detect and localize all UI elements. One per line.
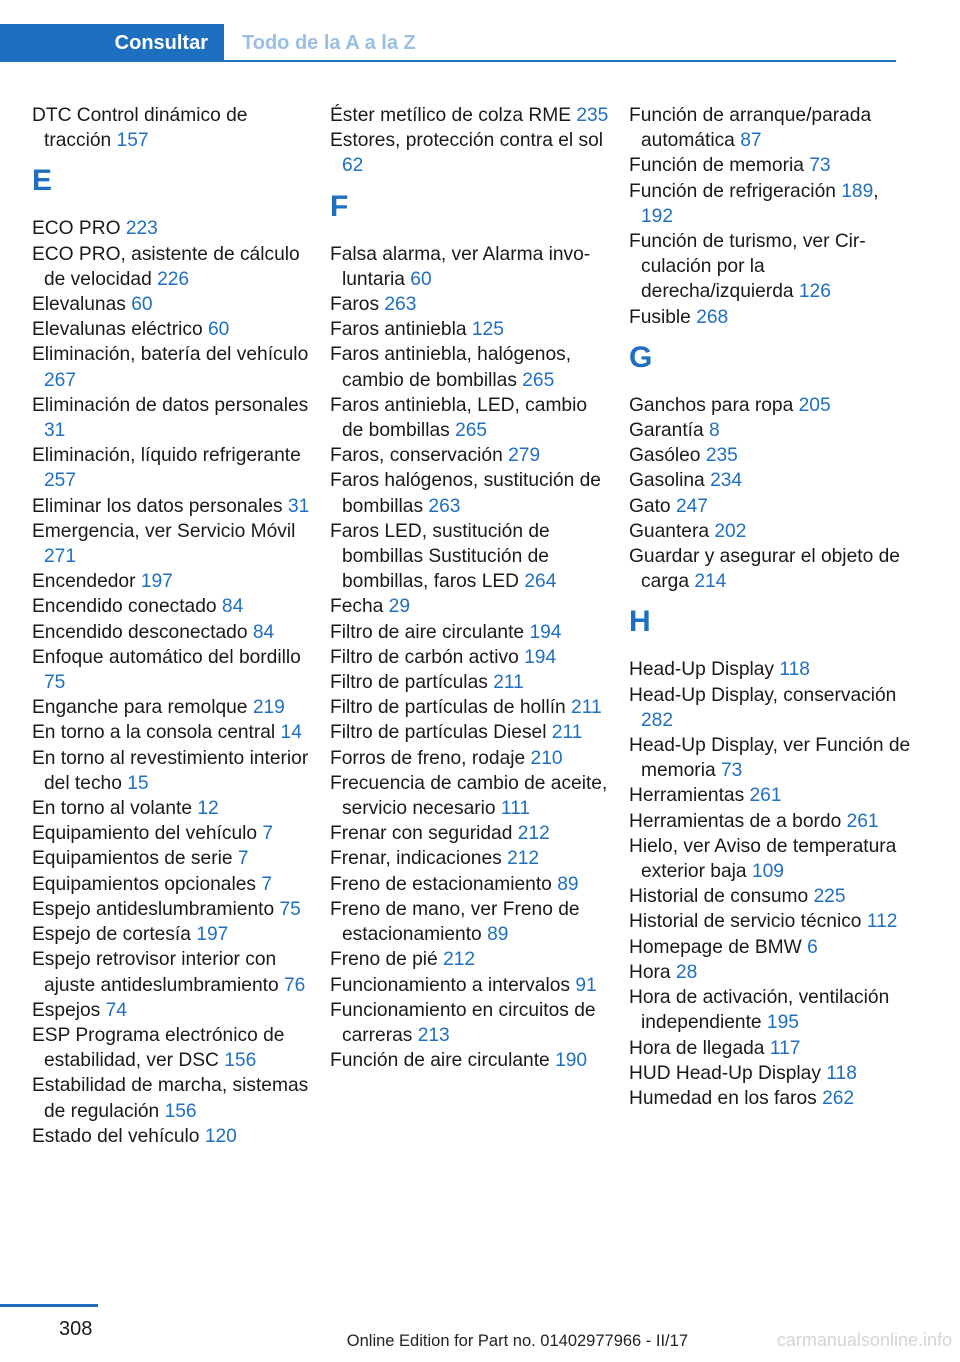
page-link[interactable]: 89 bbox=[487, 924, 509, 946]
page-link[interactable]: 190 bbox=[555, 1050, 588, 1072]
page-link[interactable]: 126 bbox=[798, 281, 831, 303]
index-entry bbox=[629, 305, 914, 330]
page-link[interactable]: 202 bbox=[714, 520, 747, 542]
entry-term: Emergencia, ver Servicio Móvil bbox=[32, 520, 296, 542]
entry-term: Hora de llegada bbox=[629, 1037, 765, 1059]
entry-term: Fecha bbox=[330, 596, 384, 618]
page-link[interactable]: 118 bbox=[826, 1062, 857, 1084]
index-entry bbox=[629, 1036, 914, 1061]
page-link[interactable]: 265 bbox=[522, 369, 555, 391]
entry-term: Guardar y asegurar el objeto de carga bbox=[629, 546, 900, 593]
page-link[interactable]: 263 bbox=[428, 495, 461, 517]
page-link[interactable]: 189 bbox=[841, 180, 874, 202]
index-entry bbox=[330, 670, 610, 695]
tab-consultar[interactable]: Consultar bbox=[0, 24, 224, 62]
index-entry bbox=[629, 985, 914, 1035]
page-link[interactable]: 194 bbox=[529, 621, 562, 643]
entry-term: ECO PRO, asistente de cálculo de velocidad bbox=[32, 243, 300, 290]
page-link[interactable]: 212 bbox=[517, 823, 550, 845]
entry-term: Equipamientos opcionales bbox=[32, 873, 257, 895]
entry-term: Filtro de partículas bbox=[330, 672, 488, 694]
page-link[interactable]: 263 bbox=[384, 294, 417, 316]
page-link[interactable]: 29 bbox=[388, 596, 411, 618]
index-entry bbox=[32, 569, 312, 594]
entry-term: Equipamiento del vehículo bbox=[32, 823, 258, 845]
page-link[interactable]: 214 bbox=[694, 571, 727, 593]
entry-term: Freno de estacionamiento bbox=[330, 873, 552, 895]
index-entry bbox=[629, 153, 914, 178]
footer-accent-line bbox=[0, 1304, 98, 1307]
page-link[interactable]: 75 bbox=[279, 898, 301, 920]
page-link[interactable]: 156 bbox=[224, 1050, 257, 1072]
page-link[interactable]: 197 bbox=[196, 924, 229, 946]
entry-term: Eliminar los datos personales bbox=[32, 495, 283, 517]
entry-term: Enganche para remolque bbox=[32, 697, 248, 719]
tab-todo-a-z[interactable]: Todo de la A a la Z bbox=[242, 31, 416, 54]
page-link[interactable]: 73 bbox=[720, 760, 743, 782]
edition-text: Online Edition for Part no. 01402977966 - II/17 bbox=[346, 1332, 688, 1350]
entry-term: Gasolina bbox=[629, 470, 705, 492]
page-link[interactable]: 12 bbox=[197, 798, 219, 820]
index-entry bbox=[32, 242, 312, 292]
index-entry bbox=[32, 342, 312, 392]
index-entry bbox=[330, 998, 610, 1048]
entry-term: Elevalunas eléctrico bbox=[32, 319, 203, 341]
entry-term: Espejo de cortesía bbox=[32, 924, 191, 946]
index-entry bbox=[629, 1061, 914, 1086]
index-column-2 bbox=[330, 103, 610, 1073]
entry-term: Estores, protección contra el sol bbox=[330, 130, 604, 152]
index-entry bbox=[330, 292, 610, 317]
entry-term: Función de turismo, ver Circulación por la derecha/izquierda bbox=[629, 231, 866, 303]
entry-term: Filtro de partículas Diesel bbox=[330, 722, 547, 744]
index-entry bbox=[330, 695, 610, 720]
index-entry bbox=[32, 594, 312, 619]
index-entry bbox=[330, 342, 610, 392]
index-entry bbox=[330, 468, 610, 518]
entry-term: Falsa alarma, ver Alarma involuntaria bbox=[330, 243, 591, 290]
index-column-3 bbox=[629, 103, 914, 1111]
index-entry bbox=[32, 695, 312, 720]
page-link[interactable]: 109 bbox=[751, 861, 784, 883]
entry-term: Fusible bbox=[629, 306, 691, 328]
entry-term: Ganchos para ropa bbox=[629, 394, 794, 416]
entry-term: Encendedor bbox=[32, 571, 136, 593]
index-entry bbox=[629, 884, 914, 909]
index-entry bbox=[32, 317, 312, 342]
index-entry bbox=[629, 960, 914, 985]
entry-term: Enfoque automático del bordillo bbox=[32, 646, 301, 668]
index-entry bbox=[629, 683, 914, 733]
section-letter: H bbox=[629, 605, 651, 639]
index-entry bbox=[330, 128, 610, 178]
entry-term: Funcionamiento a intervalos bbox=[330, 974, 570, 996]
page-link[interactable]: 219 bbox=[252, 697, 285, 719]
entry-term: Gasóleo bbox=[629, 445, 701, 467]
entry-term: Eliminación, batería del vehículo bbox=[32, 344, 309, 366]
entry-term: ECO PRO bbox=[32, 218, 121, 240]
page-link[interactable]: 211 bbox=[493, 672, 524, 694]
page-link[interactable]: 282 bbox=[641, 709, 674, 731]
index-entry bbox=[629, 103, 914, 153]
entry-term: Equipamientos de serie bbox=[32, 848, 233, 870]
page-link[interactable]: 84 bbox=[221, 596, 244, 618]
page-link[interactable]: 60 bbox=[131, 294, 153, 316]
index-entry bbox=[330, 620, 610, 645]
index-entry bbox=[32, 821, 312, 846]
page-link[interactable]: 194 bbox=[524, 646, 557, 668]
entry-term: Encendido conectado bbox=[32, 596, 217, 618]
page-link[interactable]: 91 bbox=[575, 974, 597, 996]
entry-term: Faros LED, sustitución de bombillas Sustitución de bombillas, faros LED bbox=[330, 520, 550, 593]
index-entry bbox=[32, 494, 312, 519]
page-link[interactable]: 235 bbox=[705, 445, 738, 467]
entry-term: Encendido desconectado bbox=[32, 621, 248, 643]
page-link[interactable]: 75 bbox=[44, 672, 66, 694]
entry-term: Frenar, indicaciones bbox=[330, 848, 502, 870]
index-entry bbox=[629, 733, 914, 783]
index-entry bbox=[32, 1023, 312, 1073]
entry-term: Faros bbox=[330, 294, 380, 316]
entry-term: Eliminación, líquido refrigerante bbox=[32, 445, 301, 467]
entry-term: Homepage de BMW bbox=[629, 936, 802, 958]
page-link[interactable]: 192 bbox=[641, 205, 674, 227]
page-link[interactable]: 235 bbox=[576, 105, 609, 126]
section-letter: G bbox=[629, 340, 653, 374]
entry-term: En torno a la consola central bbox=[32, 722, 276, 744]
entry-term: Faros antiniebla bbox=[330, 319, 467, 341]
page-link[interactable]: 211 bbox=[551, 722, 583, 744]
index-entry: Función de refrigeración 189, 192 bbox=[629, 180, 879, 227]
page-link[interactable]: 74 bbox=[105, 999, 127, 1021]
section-letter: F bbox=[330, 189, 349, 223]
page-link[interactable]: 118 bbox=[779, 659, 810, 681]
index-entry bbox=[32, 746, 312, 796]
entry-term: Función de memoria bbox=[629, 155, 804, 177]
index-entry bbox=[330, 242, 610, 292]
page-link[interactable]: 234 bbox=[710, 470, 743, 492]
page-link[interactable]: 76 bbox=[284, 974, 306, 996]
entry-term: DTC Control dinámico de tracción bbox=[32, 105, 248, 152]
index-entry bbox=[330, 594, 610, 619]
entry-term: Filtro de partículas de hollín bbox=[330, 697, 566, 719]
index-entry bbox=[32, 998, 312, 1023]
index-entry bbox=[32, 620, 312, 645]
page-link[interactable]: 262 bbox=[822, 1087, 855, 1109]
page-link[interactable]: 279 bbox=[508, 445, 541, 467]
index-entry bbox=[32, 519, 312, 569]
page-link[interactable]: 31 bbox=[287, 495, 310, 517]
header-bar bbox=[0, 0, 960, 62]
index-entry bbox=[629, 443, 914, 468]
entry-term: ESP Programa electrónico de estabilidad, ver DSC bbox=[32, 1024, 285, 1072]
index-entry bbox=[330, 317, 610, 342]
index-entry bbox=[32, 897, 312, 922]
entry-term: Historial de servicio técnico bbox=[629, 911, 862, 933]
page-link[interactable]: 267 bbox=[44, 369, 77, 391]
page-link[interactable]: 125 bbox=[471, 319, 504, 341]
entry-term: En torno al revestimiento interior del techo bbox=[32, 747, 309, 794]
page-link[interactable]: 205 bbox=[798, 394, 831, 416]
section-letter: E bbox=[32, 164, 53, 198]
index-entry bbox=[32, 1073, 312, 1123]
index-entry bbox=[330, 821, 610, 846]
page-link[interactable]: 265 bbox=[455, 420, 488, 442]
index-entry bbox=[32, 796, 312, 821]
entry-term: Faros antiniebla, LED, cambio de bombillas bbox=[330, 394, 588, 442]
page-link[interactable]: 226 bbox=[157, 268, 190, 290]
index-entry bbox=[629, 834, 914, 884]
page-link[interactable]: 212 bbox=[443, 949, 476, 971]
page-link[interactable]: 212 bbox=[507, 848, 540, 870]
watermark: carmanualsonline.info bbox=[776, 1330, 952, 1350]
entry-term: Espejos bbox=[32, 999, 101, 1021]
page-link[interactable]: 7 bbox=[261, 873, 273, 895]
entry-term: Historial de consumo bbox=[629, 886, 809, 908]
page-link[interactable]: 84 bbox=[252, 621, 275, 643]
page-link[interactable]: 120 bbox=[204, 1125, 237, 1147]
page-link[interactable]: 117 bbox=[769, 1037, 801, 1059]
page-link[interactable]: 225 bbox=[813, 886, 846, 908]
index-entry bbox=[330, 846, 610, 871]
index-entry bbox=[629, 393, 914, 418]
entry-term: Función de aire circulante bbox=[330, 1050, 550, 1072]
entry-term: Garantía bbox=[629, 420, 704, 442]
entry-term: Éster metílico de colza RME bbox=[330, 105, 571, 126]
entry-term: Eliminación de datos personales bbox=[32, 394, 309, 416]
index-entry bbox=[629, 494, 914, 519]
index-entry bbox=[32, 846, 312, 871]
index-entry bbox=[330, 645, 610, 670]
page-link[interactable]: 264 bbox=[524, 571, 557, 593]
entry-term: Faros halógenos, sustitución de bombillas bbox=[330, 470, 601, 517]
index-entry bbox=[629, 229, 914, 305]
entry-term: Faros, conservación bbox=[330, 445, 503, 467]
index-entry bbox=[330, 947, 610, 972]
entry-term: Hora de activación, ventilación independiente bbox=[629, 987, 890, 1034]
index-entry bbox=[330, 1048, 610, 1073]
page-link[interactable]: 15 bbox=[127, 772, 149, 794]
entry-term: Freno de mano, ver Freno de estacionamiento bbox=[330, 898, 580, 946]
entry-term: En torno al volante bbox=[32, 798, 193, 820]
page-link[interactable]: 7 bbox=[262, 823, 274, 845]
page-link[interactable]: 73 bbox=[809, 155, 831, 177]
index-entry bbox=[330, 393, 610, 443]
index-entry bbox=[330, 771, 610, 821]
page-link[interactable]: 112 bbox=[866, 911, 898, 933]
page-link[interactable]: 8 bbox=[709, 420, 720, 442]
page-link[interactable]: 156 bbox=[164, 1100, 197, 1122]
index-entry bbox=[629, 935, 914, 960]
entry-term: Hielo, ver Aviso de temperatura exterior baja bbox=[629, 835, 897, 883]
page-link[interactable]: 60 bbox=[208, 319, 230, 341]
page-link[interactable]: 31 bbox=[44, 420, 66, 442]
entry-term: Head-Up Display, ver Función de memoria bbox=[629, 735, 911, 782]
index-entry bbox=[629, 783, 914, 808]
page-link[interactable]: 261 bbox=[846, 810, 879, 832]
page-link[interactable]: 87 bbox=[740, 130, 762, 152]
entry-term: HUD Head-Up Display bbox=[629, 1062, 821, 1084]
entry-term: Freno de pié bbox=[330, 949, 438, 971]
index-entry bbox=[629, 544, 914, 594]
entry-term: Estabilidad de marcha, sistemas de regulación bbox=[32, 1075, 309, 1122]
entry-term: Herramientas de a bordo bbox=[629, 810, 842, 832]
index-entry bbox=[629, 657, 914, 682]
index-entry bbox=[330, 519, 610, 595]
page-link[interactable]: 195 bbox=[766, 1012, 799, 1034]
entry-term: Forros de freno, rodaje bbox=[330, 747, 526, 769]
index-column-1 bbox=[32, 103, 312, 1149]
entry-term: Frenar con seguridad bbox=[330, 823, 513, 845]
entry-term: Guantera bbox=[629, 520, 710, 542]
page-link[interactable]: 111 bbox=[500, 798, 531, 820]
page-link[interactable]: 261 bbox=[749, 785, 782, 807]
page-link[interactable]: 213 bbox=[417, 1024, 450, 1046]
page-link[interactable]: 247 bbox=[675, 495, 708, 517]
index-entry bbox=[32, 947, 312, 997]
page-link[interactable]: 197 bbox=[140, 571, 173, 593]
index-entry bbox=[32, 443, 312, 493]
entry-term: Hora bbox=[629, 961, 671, 983]
entry-term: Frecuencia de cambio de aceite, servicio necesario bbox=[330, 772, 608, 820]
index-entry bbox=[330, 973, 610, 998]
page-link[interactable]: 62 bbox=[342, 155, 364, 177]
index-entry bbox=[629, 909, 914, 934]
index-entry bbox=[32, 292, 312, 317]
index-entry bbox=[330, 746, 610, 771]
page-number: 308 bbox=[59, 1318, 93, 1340]
index-entry bbox=[330, 443, 610, 468]
entry-term: Humedad en los faros bbox=[629, 1087, 817, 1109]
page-link[interactable]: 271 bbox=[44, 546, 77, 568]
page-link[interactable]: 7 bbox=[237, 848, 249, 870]
page-link[interactable]: 223 bbox=[125, 218, 158, 240]
index-entry bbox=[629, 519, 914, 544]
page-link[interactable]: 257 bbox=[44, 470, 77, 492]
index-entry bbox=[32, 922, 312, 947]
entry-term: Espejo retrovisor interior con ajuste antideslumbramiento bbox=[32, 949, 279, 996]
index-entry bbox=[330, 720, 610, 745]
page-link[interactable]: 210 bbox=[530, 747, 563, 769]
page-link[interactable]: 28 bbox=[675, 961, 698, 983]
entry-term: Head-Up Display bbox=[629, 659, 775, 681]
page-link[interactable]: 60 bbox=[410, 268, 432, 290]
index-entry bbox=[32, 216, 312, 241]
header-divider bbox=[224, 60, 896, 62]
index-entry bbox=[32, 872, 312, 897]
entry-term: Espejo antideslumbramiento bbox=[32, 898, 275, 920]
page-link[interactable]: 268 bbox=[696, 306, 729, 328]
index-entry bbox=[330, 103, 610, 128]
entry-term: Filtro de aire circulante bbox=[330, 621, 525, 643]
entry-term: Elevalunas bbox=[32, 294, 126, 316]
entry-term: Herramientas bbox=[629, 785, 745, 807]
index-entry bbox=[629, 418, 914, 443]
entry-term: Funcionamiento en circuitos de carreras bbox=[330, 999, 596, 1046]
index-entry bbox=[32, 1124, 312, 1149]
entry-term: Filtro de carbón activo bbox=[330, 646, 519, 668]
entry-term: Función de arranque/parada automática bbox=[629, 105, 872, 152]
entry-term: Head-Up Display, conservación bbox=[629, 684, 897, 706]
index-entry bbox=[330, 897, 610, 947]
page-link[interactable]: 89 bbox=[557, 873, 579, 895]
entry-term: Faros antiniebla, halógenos, cambio de bombillas bbox=[330, 344, 572, 391]
index-entry bbox=[629, 1086, 914, 1111]
index-entry bbox=[629, 468, 914, 493]
page-link[interactable]: 6 bbox=[807, 936, 818, 958]
index-entry bbox=[330, 872, 610, 897]
index-entry bbox=[32, 645, 312, 695]
index-entry bbox=[32, 103, 312, 153]
entry-term: Función de refrigeración bbox=[629, 180, 836, 202]
entry-term: Estado del vehículo bbox=[32, 1125, 200, 1147]
index-entry bbox=[32, 720, 312, 745]
index-entry bbox=[32, 393, 312, 443]
index-entry bbox=[629, 809, 914, 834]
page-link[interactable]: 14 bbox=[280, 722, 302, 744]
page-link[interactable]: 157 bbox=[116, 130, 149, 152]
entry-term: Gato bbox=[629, 495, 671, 517]
page-link[interactable]: 211 bbox=[571, 697, 602, 719]
